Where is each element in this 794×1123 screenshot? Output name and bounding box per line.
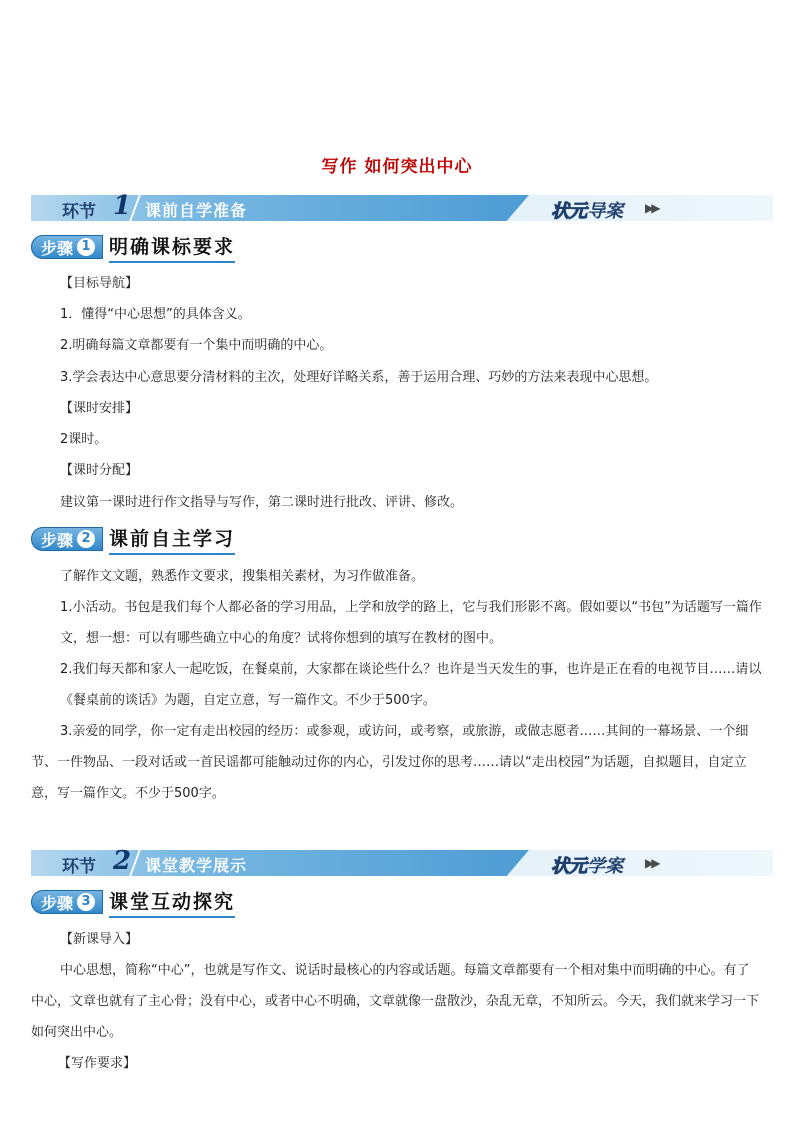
page-title: 写作 如何突出中心 bbox=[321, 157, 473, 177]
section-number: 1 bbox=[113, 191, 132, 221]
double-arrow-icon: ▶▶ bbox=[645, 201, 658, 215]
section-band-2 bbox=[31, 846, 773, 877]
prep-item-1: 1.小活动。书包是我们每个人都必备的学习用品，上学和放学的路上，它与我们形影不离。假如要以“书包”为话题写一篇作文，想一想：可以有哪些确立中心的角度？试将你想到的填写在教材的图中。 bbox=[60, 600, 762, 646]
section-tag bbox=[551, 197, 623, 223]
section-name: 课堂教学展示 bbox=[145, 856, 248, 875]
prep-item-2: 2.我们每天都和家人一起吃饭，在餐桌前，大家都在谈论些什么？也许是当天发生的事，也许是正在看的电视节目……请以《餐桌前的谈话》为题，自定立意，写一篇作文。不少于500字。 bbox=[60, 662, 762, 708]
step-number: 3 bbox=[77, 893, 95, 911]
section-tag-b: 学案 bbox=[587, 856, 623, 877]
allocation-text: 建议第一课时进行作文指导与写作，第二课时进行批改、评讲、修改。 bbox=[60, 495, 464, 510]
step-header-3 bbox=[31, 889, 235, 915]
double-arrow-icon: ▶▶ bbox=[645, 856, 658, 870]
step-badge-text: 步骤 bbox=[41, 893, 74, 913]
section-tag bbox=[551, 852, 623, 878]
step-header-1 bbox=[31, 234, 235, 260]
band-fill bbox=[31, 195, 529, 221]
step-badge-text: 步骤 bbox=[41, 238, 74, 258]
step-badge bbox=[31, 235, 103, 259]
step-label: 课前自主学习 bbox=[109, 524, 235, 555]
goals-heading: 【目标导航】 bbox=[60, 276, 139, 291]
intro-text: 中心思想，简称“中心”，也就是写作文、说话时最核心的内容或话题。每篇文章都要有一个相对集中而明确的中心。有了中心，文章也就有了主心骨；没有中心，或者中心不明确，文章就像一盘散沙，杂乱无章，不知所云。今天，我们就来学习一下如何突出中心。 bbox=[31, 963, 760, 1040]
section-number: 2 bbox=[113, 846, 132, 876]
step-badge bbox=[31, 890, 103, 914]
section-env-label: 环节 bbox=[62, 202, 96, 222]
prep-item-3: 3.亲爱的同学，你一定有走出校园的经历：或参观，或访问，或考察，或旅游，或做志愿者……其间的一幕场景、一个细节、一件物品、一段对话或一首民谣都可能触动过你的内心，引发过你的思考……请以“走出校园”为话题，自拟题目，自定立意，写一篇作文。不少于500字。 bbox=[31, 724, 749, 801]
requirements-heading: 【写作要求】 bbox=[58, 1056, 137, 1071]
section-tag-a: 状元 bbox=[551, 201, 587, 222]
goal-item-1: 1．懂得“中心思想”的具体含义。 bbox=[60, 307, 251, 322]
step-number: 2 bbox=[77, 530, 95, 548]
goal-item-3: 3.学会表达中心意思要分清材料的主次，处理好详略关系，善于运用合理、巧妙的方法来表现中心思想。 bbox=[60, 370, 658, 385]
section-band-1 bbox=[31, 191, 773, 222]
allocation-heading: 【课时分配】 bbox=[60, 463, 139, 478]
schedule-heading: 【课时安排】 bbox=[60, 401, 139, 416]
goal-item-2: 2.明确每篇文章都要有一个集中而明确的中心。 bbox=[60, 338, 333, 353]
step-badge bbox=[31, 527, 103, 551]
section-tag-a: 状元 bbox=[551, 856, 587, 877]
intro-heading: 【新课导入】 bbox=[60, 932, 139, 947]
prep-intro: 了解作文文题，熟悉作文要求，搜集相关素材，为习作做准备。 bbox=[60, 569, 425, 584]
step-number: 1 bbox=[77, 238, 95, 256]
section-tag-b: 导案 bbox=[587, 201, 623, 222]
step-label: 明确课标要求 bbox=[109, 232, 235, 263]
step-badge-text: 步骤 bbox=[41, 530, 74, 550]
section-env-label: 环节 bbox=[62, 857, 96, 877]
schedule-text: 2课时。 bbox=[60, 432, 108, 447]
section-name: 课前自学准备 bbox=[145, 201, 248, 220]
step-header-2 bbox=[31, 526, 235, 552]
band-fill bbox=[31, 850, 529, 876]
step-label: 课堂互动探究 bbox=[109, 887, 235, 918]
